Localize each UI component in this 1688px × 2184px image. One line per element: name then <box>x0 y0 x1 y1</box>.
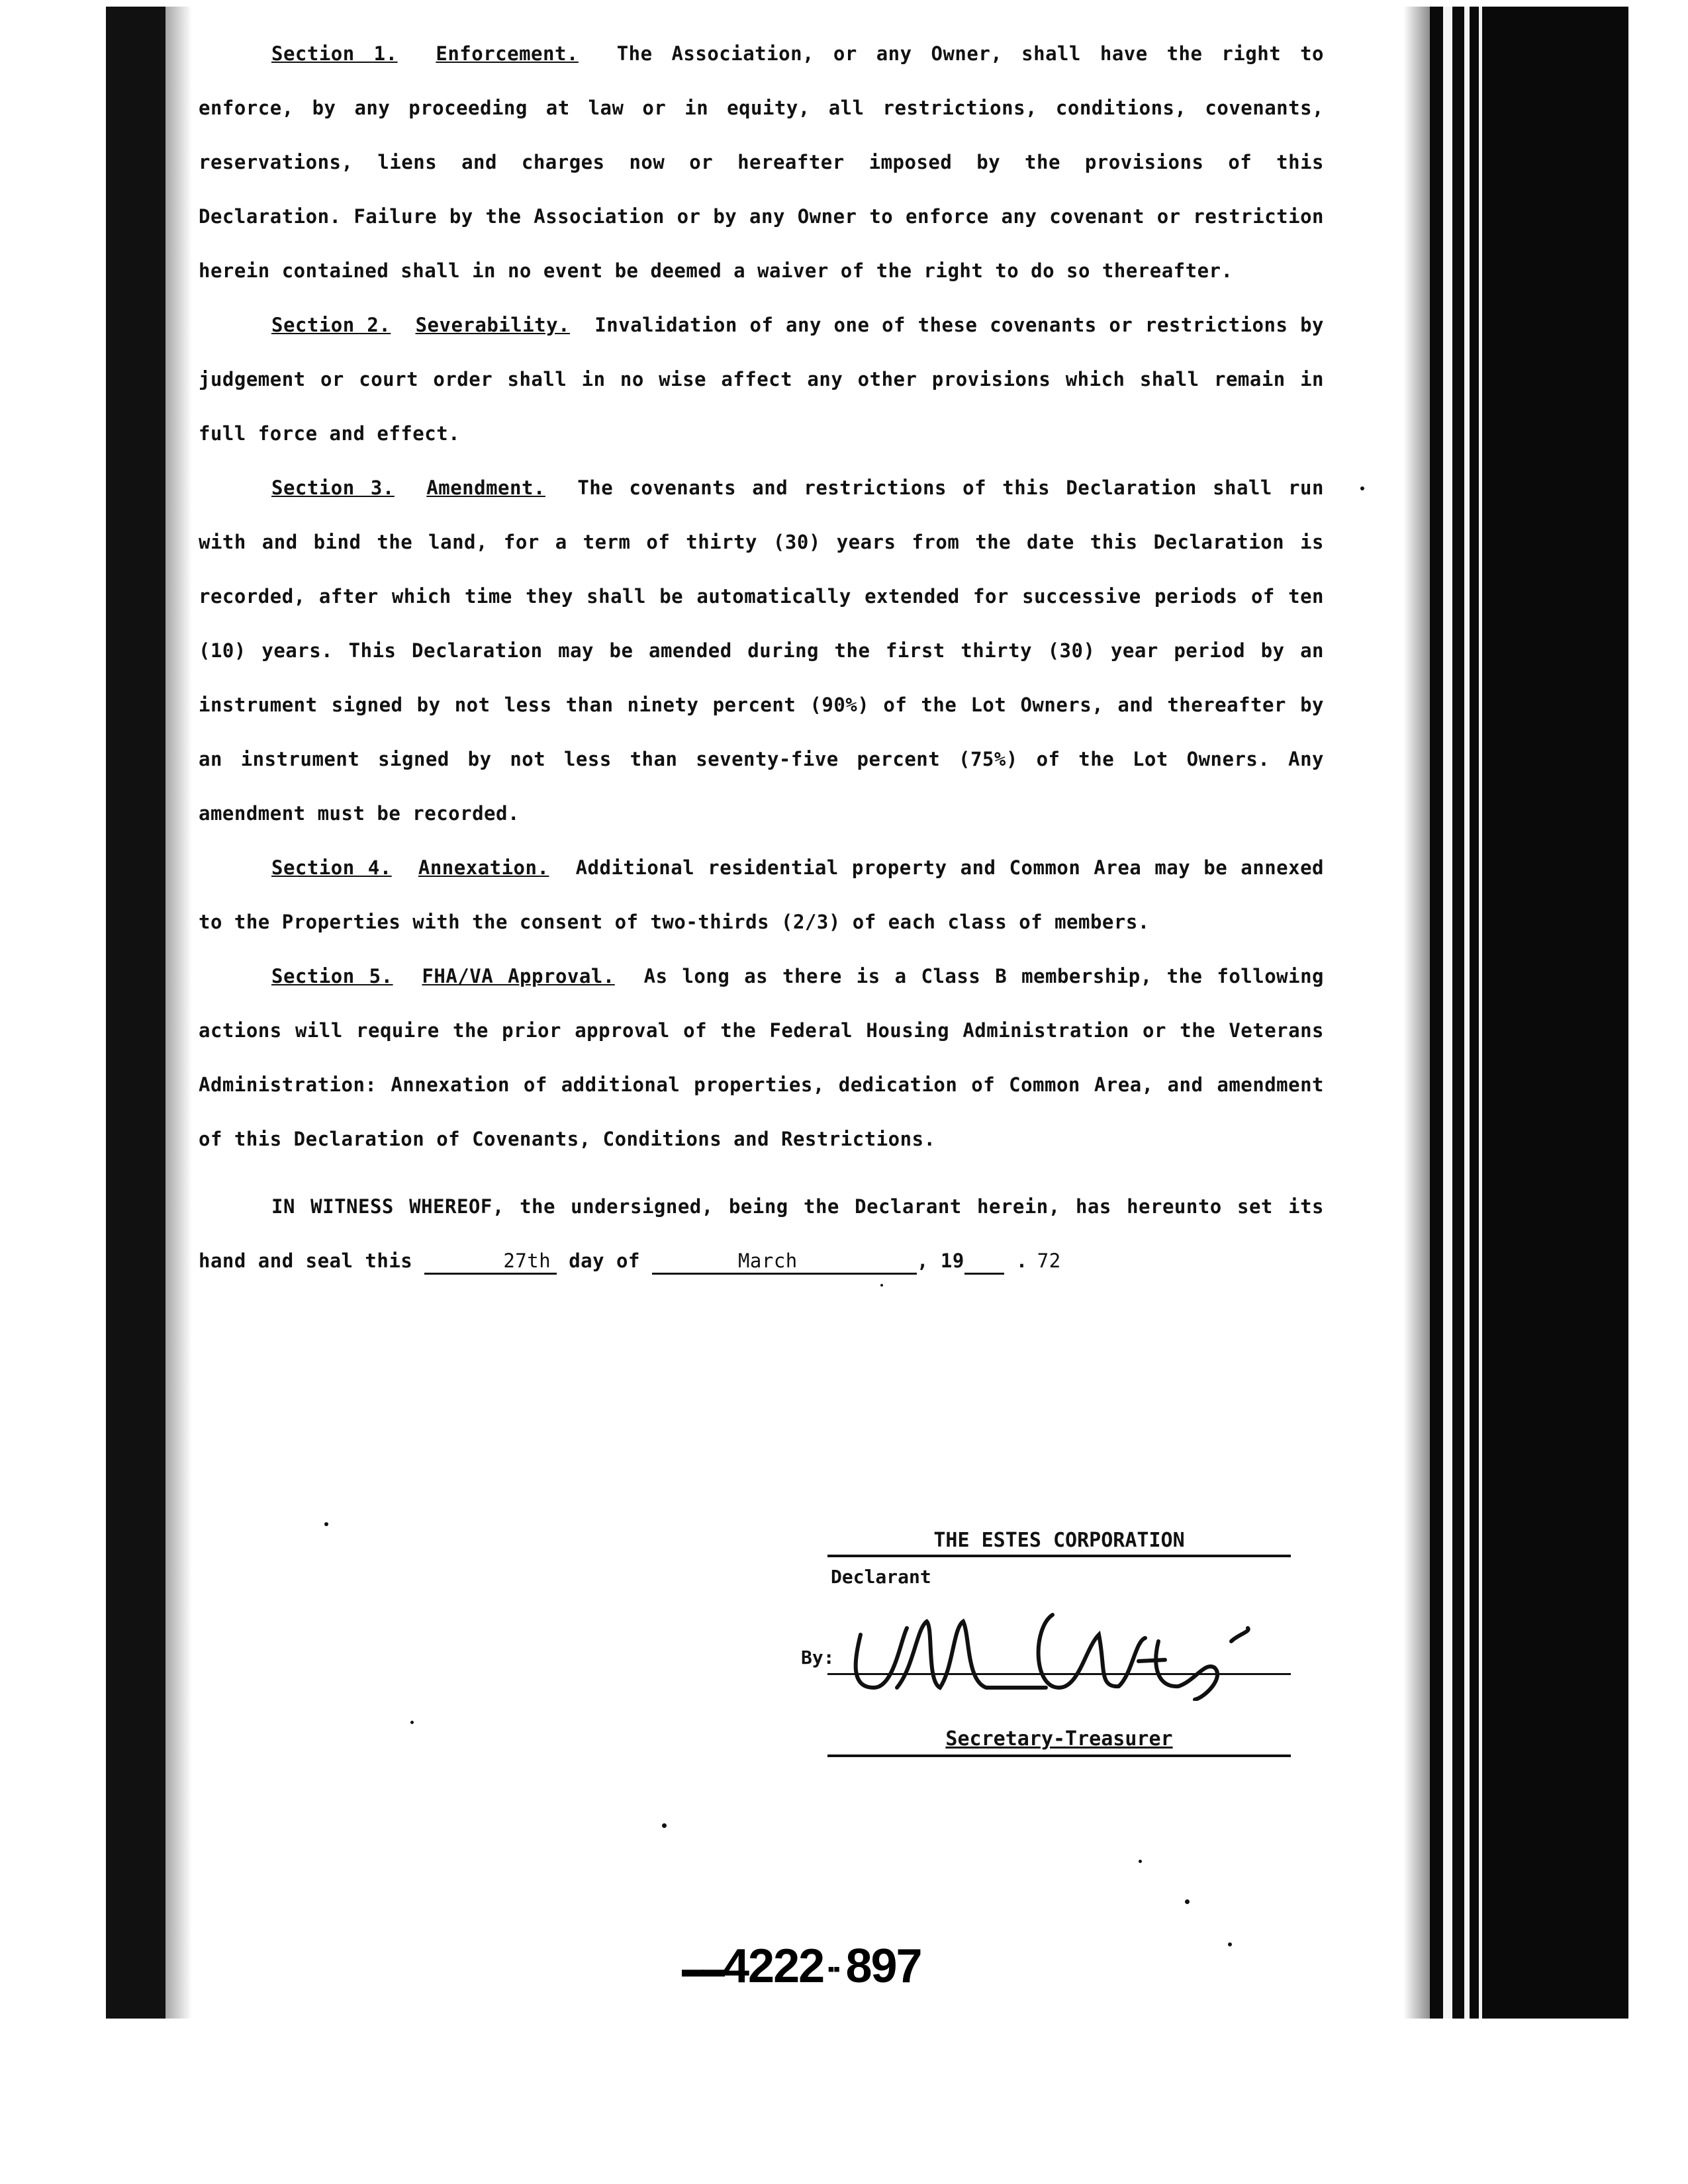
scan-speck <box>324 1522 328 1526</box>
section-title: Severability. <box>415 314 571 336</box>
section-5 <box>199 949 1324 1166</box>
signature-block <box>801 1529 1304 1780</box>
book-number: 4222 <box>723 1940 824 1993</box>
recording-stamp <box>682 1939 921 1993</box>
handwritten-signature <box>834 1588 1258 1701</box>
year-blank: 72 <box>964 1249 1004 1275</box>
book-prefix-mark: ▬▬ <box>682 1956 723 1982</box>
section-title: FHA/VA Approval. <box>422 965 615 987</box>
day-blank: 27th <box>424 1249 557 1275</box>
witness-text: the undersigned, being the Declarant herein, has hereunto set its hand and seal this <box>199 1195 1324 1272</box>
section-heading: Section 3. <box>271 477 395 499</box>
section-heading: Section 5. <box>271 965 393 987</box>
section-text: As long as there is a Class B membership, the following actions will require the prior approval of the Federal Housing Administration or the Veterans Administration: Annexation of additional properties, dedication of Common Area, and amendment of this Declaration of Covenants, Conditions and Restrictions. <box>199 965 1325 1150</box>
witness-clause: IN WITNESS WHEREOF, the undersigned, being the Declarant herein, has hereunto set its hand and seal this 27th day of March , 19 72 . <box>199 1179 1324 1288</box>
section-text: The covenants and restrictions of this Declaration shall run with and bind the land, for a term of thirty (30) years from the date this Declaration is recorded, after which time they shall be automatically extended for successive periods of ten (10) years. This Declaration may be amended during the first thirty (30) year period by an instrument signed by not less than ninety percent (90%) of the Lot Owners, and thereafter by an instrument signed by not less than seventy-five percent (75%) of the Lot Owners. Any amendment must be recorded. <box>199 477 1324 825</box>
scan-speck <box>1360 486 1364 490</box>
year-prefix: 19 <box>940 1250 964 1272</box>
scan-speck <box>1139 1860 1142 1863</box>
scan-shadow-left <box>106 7 165 2019</box>
page-number: 897 <box>845 1940 921 1993</box>
scan-speck <box>662 1823 667 1828</box>
section-3 <box>199 461 1324 841</box>
section-heading: Section 2. <box>271 314 391 336</box>
declarant-label: Declarant <box>831 1566 931 1588</box>
scan-speck <box>410 1721 414 1724</box>
section-4 <box>199 841 1324 949</box>
section-text: The Association, or any Owner, shall have the right to enforce, by any proceeding at law or in equity, all restrictions, conditions, covenants, reservations, liens and charges now or hereafter imposed by the provisions of this Declaration. Failure by the Association or by any Owner to enforce any covenant or restriction herein contained shall in no event be deemed a waiver of the right to do so thereafter. <box>199 42 1324 282</box>
section-text: Invalidation of any one of these covenants or restrictions by judgement or court order shall in no wise affect any other provisions which shall remain in full force and effect. <box>199 314 1324 445</box>
witness-lead: IN WITNESS WHEREOF, <box>271 1195 504 1218</box>
witness-end: . <box>1015 1250 1028 1272</box>
month-blank: March <box>652 1249 917 1275</box>
officer-title: Secretary-Treasurer <box>827 1727 1291 1757</box>
section-title: Enforcement. <box>436 42 579 65</box>
section-1 <box>199 26 1324 298</box>
signature-line <box>827 1673 1291 1675</box>
section-heading: Section 4. <box>271 856 392 879</box>
section-heading: Section 1. <box>271 42 398 65</box>
scan-speck <box>1228 1942 1232 1946</box>
section-title: Amendment. <box>426 477 545 499</box>
section-text: Additional residential property and Common Area may be annexed to the Properties with the consent of two-thirds (2/3) of each class of members. <box>199 856 1324 933</box>
section-2 <box>199 298 1324 461</box>
by-label: By: <box>801 1647 835 1668</box>
scan-speck <box>880 1284 883 1287</box>
corporation-name: THE ESTES CORPORATION <box>827 1529 1291 1557</box>
section-title: Annexation. <box>418 856 549 879</box>
scan-shadow-right <box>1430 7 1628 2019</box>
document-body <box>199 26 1324 1288</box>
page-prefix-mark: ▪▪ <box>827 1958 839 1980</box>
scan-speck <box>1185 1899 1190 1904</box>
day-of-label: day of <box>569 1250 640 1272</box>
